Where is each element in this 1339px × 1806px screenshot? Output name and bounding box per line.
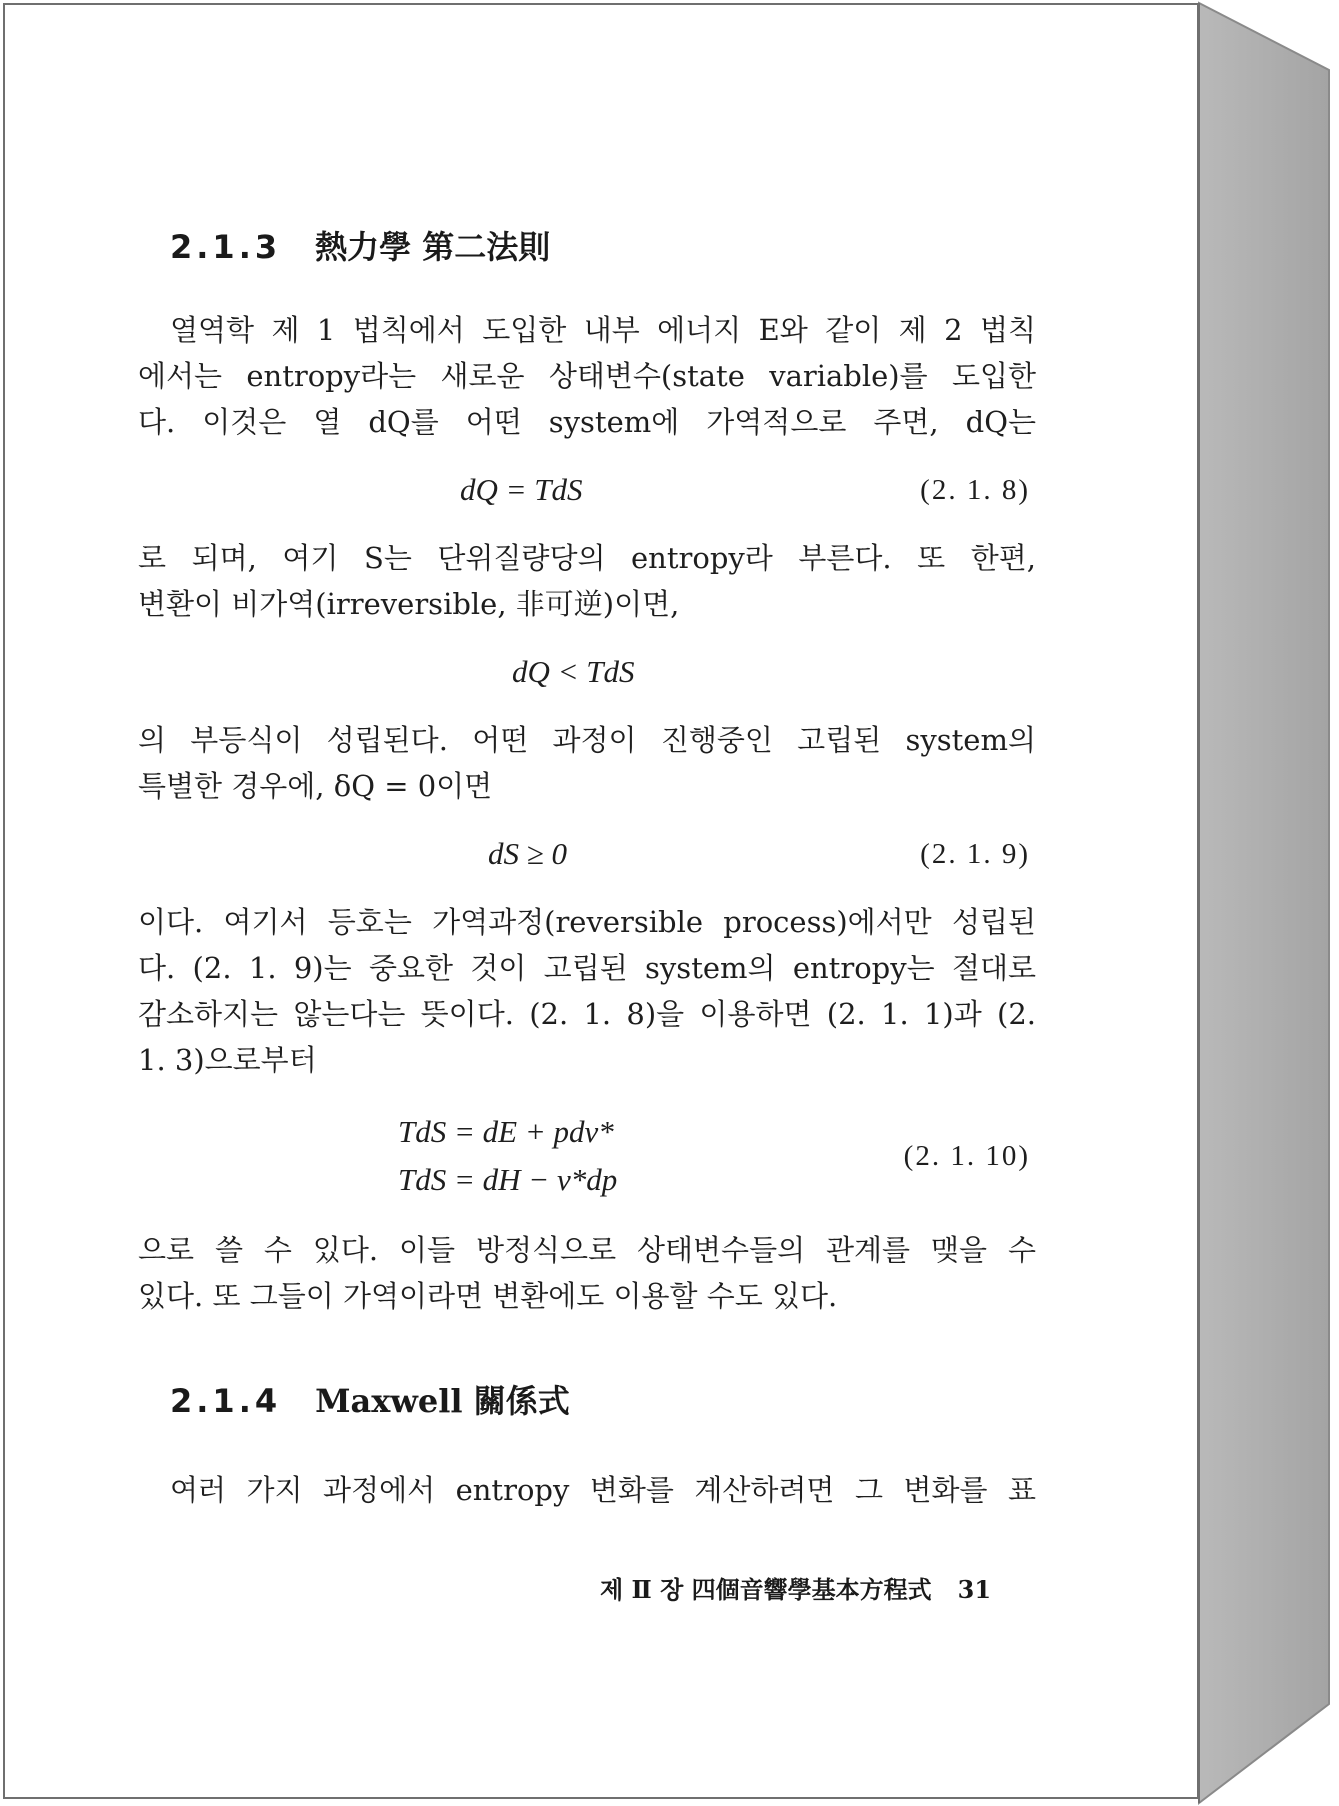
paragraph-line: 변환이 비가역(irreversible, 非可逆)이면, <box>138 587 680 621</box>
section-title: Maxwell 關係式 <box>315 1382 570 1420</box>
equation-number: (2. 1. 8) <box>920 474 1030 506</box>
equation-2-1-9: dS ≥ 0 <box>488 836 568 871</box>
paragraph-line: 의 부등식이 성립된다. 어떤 과정이 진행중인 고립된 system의 <box>138 723 1036 757</box>
inequality: dQ < TdS <box>512 654 635 689</box>
equation-2-1-10-line2: TdS = dH − v*dp <box>398 1162 618 1197</box>
section-heading-2-1-3 <box>170 222 550 268</box>
paragraph-line: 이다. 여기서 등호는 가역과정(reversible process)에서만 성립된 <box>138 905 1036 939</box>
paragraph-line: 열역학 제 1 법칙에서 도입한 내부 에너지 E와 같이 제 2 법칙 <box>170 313 1036 347</box>
section-title: 熱力學 第二法則 <box>315 228 551 266</box>
section-heading-2-1-4 <box>170 1376 570 1422</box>
equation-number: (2. 1. 10) <box>903 1140 1030 1172</box>
section-number: 2.1.4 <box>170 1382 282 1420</box>
paragraph-line: 으로 쓸 수 있다. 이들 방정식으로 상태변수들의 관계를 맺을 수 <box>138 1233 1036 1267</box>
running-footer-chapter: 제 Ⅱ 장 四個音響學基本方程式 <box>600 1575 932 1604</box>
paragraph-line: 감소하지는 않는다는 뜻이다. (2. 1. 8)을 이용하면 (2. 1. 1)과 (2. <box>138 997 1036 1031</box>
page-number: 31 <box>957 1575 992 1604</box>
equation-2-1-10-line1: TdS = dE + pdv* <box>398 1114 614 1149</box>
paragraph-line: 다. 이것은 열 dQ를 어떤 system에 가역적으로 주면, dQ는 <box>138 405 1036 439</box>
paragraph-line: 있다. 또 그들이 가역이라면 변환에도 이용할 수도 있다. <box>138 1279 838 1313</box>
section-number: 2.1.3 <box>170 228 282 266</box>
paragraph-line: 에서는 entropy라는 새로운 상태변수(state variable)를 도입한 <box>138 359 1036 393</box>
page-footer <box>600 1570 991 1605</box>
page-content <box>138 0 1036 1806</box>
paragraph-line: 다. (2. 1. 9)는 중요한 것이 고립된 system의 entropy는 절대로 <box>138 951 1036 985</box>
paragraph-line: 1. 3)으로부터 <box>138 1043 317 1077</box>
equation-number: (2. 1. 9) <box>920 838 1030 870</box>
equation-2-1-8: dQ = TdS <box>460 472 583 507</box>
paragraph-line: 로 되며, 여기 S는 단위질량당의 entropy라 부른다. 또 한편, <box>138 541 1036 575</box>
paragraph-line: 여러 가지 과정에서 entropy 변화를 계산하려면 그 변화를 표 <box>170 1473 1036 1507</box>
paragraph-line: 특별한 경우에, δQ = 0이면 <box>138 769 493 803</box>
